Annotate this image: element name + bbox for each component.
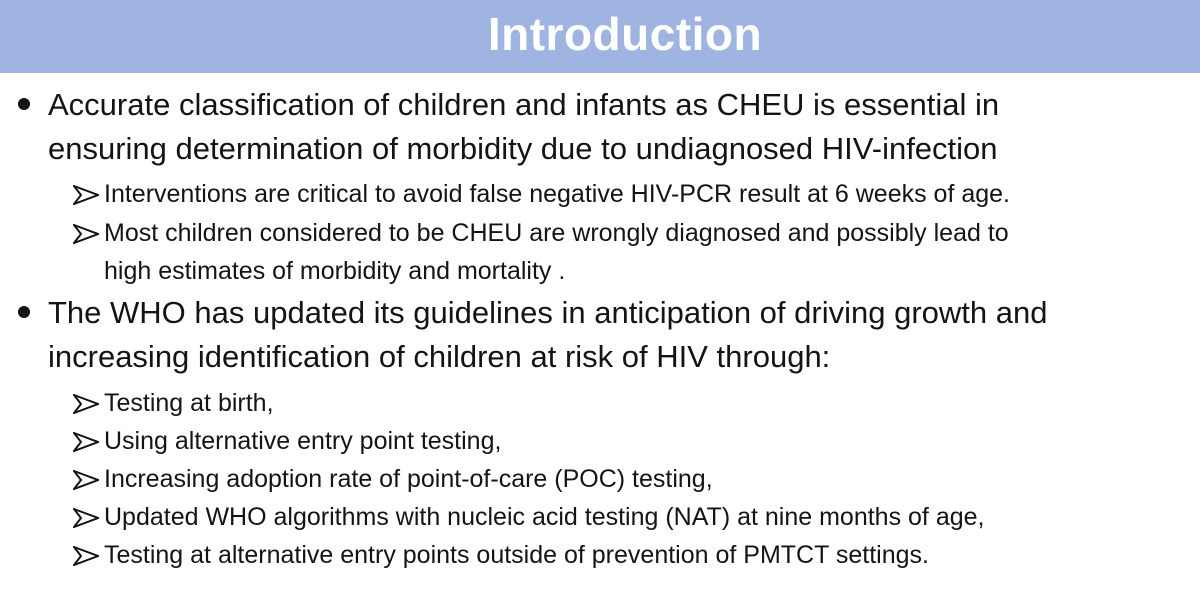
subitem-text: Using alternative entry point testing, <box>104 427 502 455</box>
subitem-text: Most children considered to be CHEU are wrongly diagnosed and possibly lead to <box>104 219 1009 247</box>
slide-title: Introduction <box>487 8 763 60</box>
subitem-text: high estimates of morbidity and mortality . <box>104 257 566 285</box>
subitem-text: Increasing adoption rate of point-of-care (POC) testing, <box>104 465 713 493</box>
bullet-text: Accurate classification of children and infants as CHEU is essential in <box>48 87 1000 122</box>
title-bar <box>0 0 1200 73</box>
arrowhead-bullet-icon <box>73 224 99 244</box>
arrowhead-bullet-icon <box>73 432 99 452</box>
bullet-text: ensuring determination of morbidity due to undiagnosed HIV-infection <box>48 131 998 166</box>
arrowhead-bullet-icon <box>73 185 99 205</box>
bullet-text: increasing identification of children at risk of HIV through: <box>48 339 831 374</box>
bullet-dot-icon <box>18 306 30 318</box>
subitem-text: Updated WHO algorithms with nucleic acid testing (NAT) at nine months of age, <box>104 503 985 531</box>
subitem-text: Testing at alternative entry points outside of prevention of PMTCT settings. <box>104 541 929 569</box>
subitem-text: Testing at birth, <box>104 389 274 417</box>
subitem-text: Interventions are critical to avoid false negative HIV-PCR result at 6 weeks of age. <box>104 180 1011 208</box>
arrowhead-bullet-icon <box>73 508 99 528</box>
arrowhead-bullet-icon <box>73 470 99 490</box>
bullet-text: The WHO has updated its guidelines in anticipation of driving growth and <box>48 295 1048 330</box>
arrowhead-bullet-icon <box>73 546 99 566</box>
bullet-dot-icon <box>18 98 30 110</box>
arrowhead-bullet-icon <box>73 394 99 414</box>
